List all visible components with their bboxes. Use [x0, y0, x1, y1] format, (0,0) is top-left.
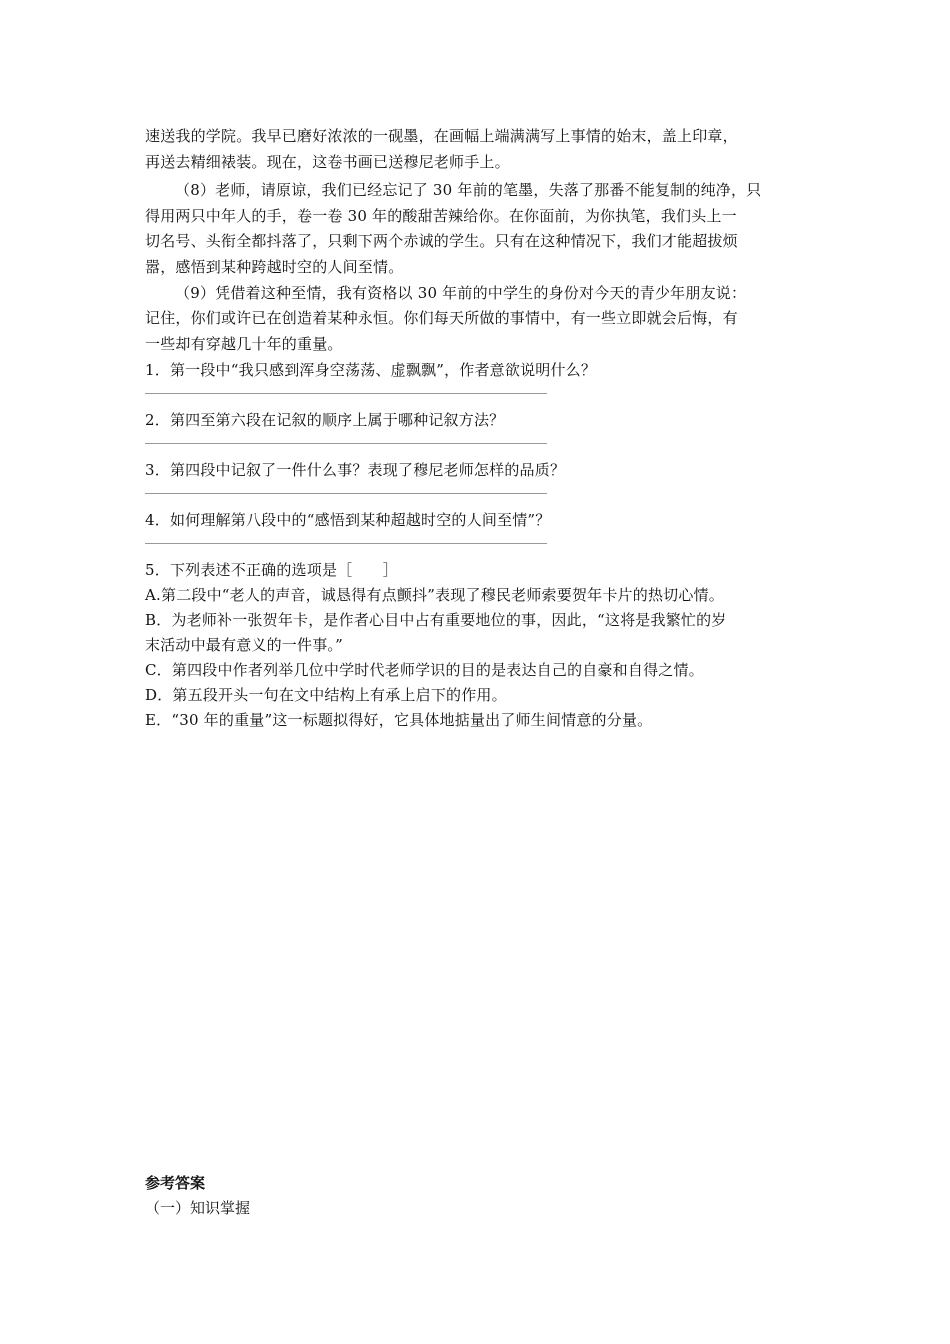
passage-line: 切名号、头衔全都抖落了，只剩下两个赤诚的学生。只有在这种情况下，我们才能超拔烦 — [145, 232, 738, 250]
passage-line: 一些却有穿越几十年的重量。 — [145, 335, 343, 353]
passage-line: （8）老师，请原谅，我们已经忘记了 30 年前的笔墨，失落了那番不能复制的纯净，只 — [175, 181, 762, 199]
question-5: 5．下列表述不正确的选项是［ ］ — [145, 561, 398, 579]
passage-line: 速送我的学院。我早已磨好浓浓的一砚墨，在画幅上端满满写上事情的始末，盖上印章， — [145, 127, 738, 145]
passage-line: 记住，你们或许已在创造着某种永恒。你们每天所做的事情中，有一些立即就会后悔，有 — [145, 309, 738, 327]
option-b-continued: 末活动中最有意义的一件事。” — [145, 636, 343, 654]
passage-line: 嚣，感悟到某种跨越时空的人间至情。 — [145, 258, 404, 276]
option-c: C．第四段中作者列举几位中学时代老师学识的目的是表达自己的自豪和自得之情。 — [145, 661, 704, 679]
answer-line-2[interactable] — [145, 443, 547, 444]
answer-line-4[interactable] — [145, 543, 547, 544]
answer-line-3[interactable] — [145, 493, 547, 494]
passage-line: 再送去精细裱装。现在，这卷书画已送穆尼老师手上。 — [145, 153, 510, 171]
option-b: B．为老师补一张贺年卡，是作者心目中占有重要地位的事，因此，“这将是我繁忙的岁 — [145, 611, 727, 629]
question-4: 4．如何理解第八段中的“感悟到某种超越时空的人间至情”？ — [145, 511, 551, 529]
answers-subheading: （一）知识掌握 — [145, 1199, 251, 1217]
passage-line: （9）凭借着这种至情，我有资格以 30 年前的中学生的身份对今天的青少年朋友说： — [175, 284, 747, 302]
question-1: 1．第一段中“我只感到浑身空荡荡、虚飘飘”，作者意欲说明什么？ — [145, 361, 597, 379]
question-3: 3．第四段中记叙了一件什么事？表现了穆尼老师怎样的品质？ — [145, 461, 566, 479]
option-e: E．“30 年的重量”这一标题拟得好，它具体地掂量出了师生间情意的分量。 — [145, 711, 653, 729]
option-a: A.第二段中“老人的声音，诚恳得有点颤抖”表现了穆民老师索要贺年卡片的热切心情。 — [145, 586, 724, 604]
passage-line: 得用两只中年人的手，卷一卷 30 年的酸甜苦辣给你。在你面前，为你执笔，我们头上一 — [145, 207, 737, 225]
option-d: D．第五段开头一句在文中结构上有承上启下的作用。 — [145, 686, 507, 704]
question-2: 2．第四至第六段在记叙的顺序上属于哪种记叙方法？ — [145, 411, 505, 429]
answers-heading: 参考答案 — [145, 1174, 206, 1192]
answer-line-1[interactable] — [145, 393, 547, 394]
